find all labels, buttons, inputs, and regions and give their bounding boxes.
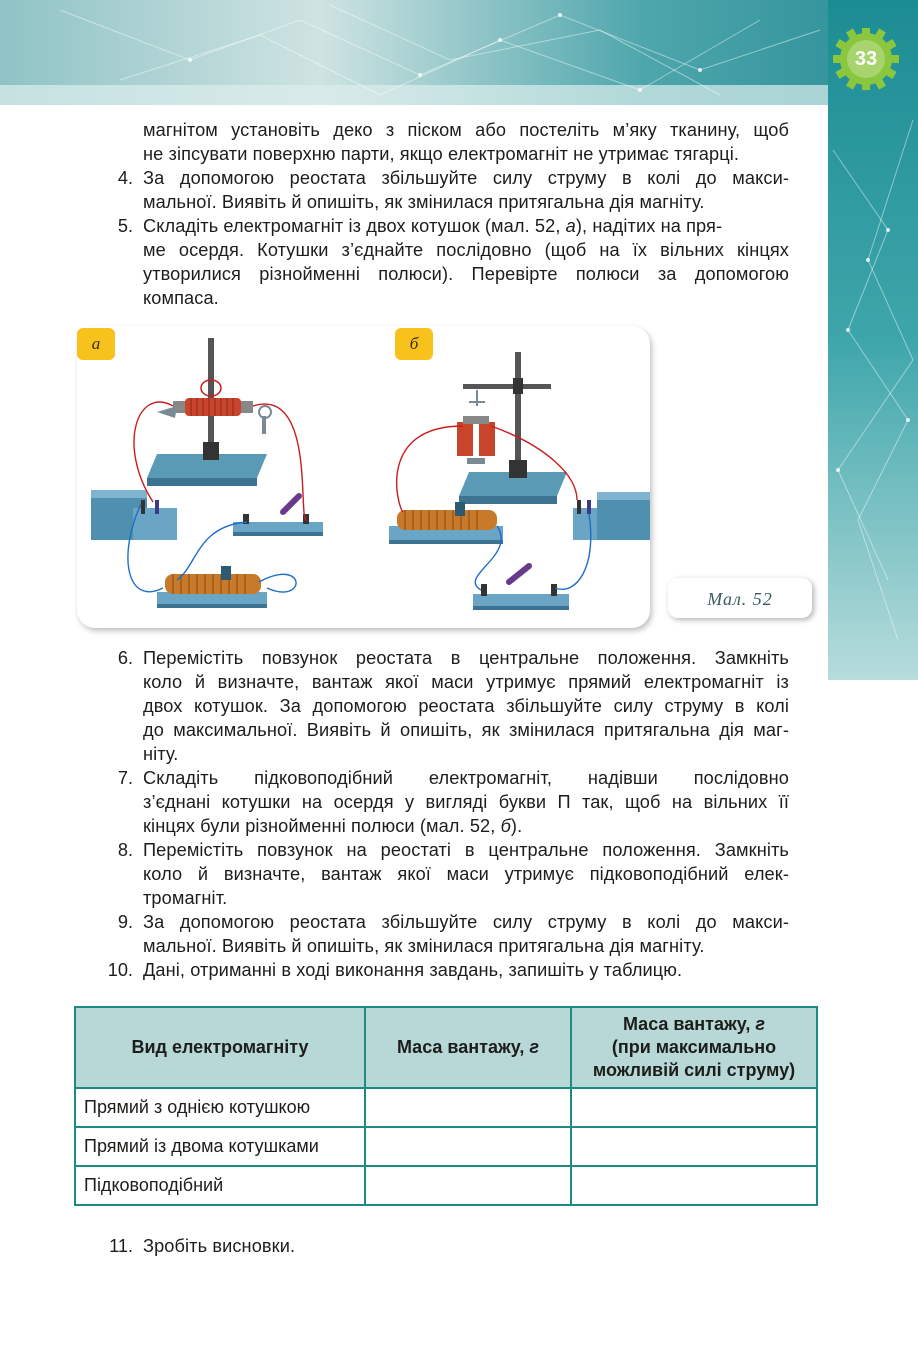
text-line: мальної. Виявіть й опишіть, як змінилася притягальна дія магніту. <box>143 192 705 212</box>
page-number: 33 <box>854 48 878 70</box>
header-banner <box>0 0 918 105</box>
text-line: з’єднані котушки на осердя у вигляді букви П так, щоб на вільних її <box>143 792 789 812</box>
header-unit: г <box>529 1037 540 1057</box>
figure-caption-box <box>668 578 812 618</box>
text-line: коло й визначте, вантаж якої маси утримує прямий електромагніт із <box>143 672 789 692</box>
item-number: 4. <box>117 168 133 188</box>
table-cell-empty[interactable] <box>571 1088 817 1127</box>
text-line: За допомогою реостата збільшуйте силу струму в колі до макси- <box>143 168 789 188</box>
figure-52 <box>77 326 650 628</box>
text-line: коло й визначте, вантаж якої маси утримує підковоподібний елек- <box>143 864 789 884</box>
table-cell: Підковоподібний <box>75 1166 365 1205</box>
text-line: Перемістіть повзунок на реостаті в центральне положення. Замкніть <box>143 840 789 860</box>
horseshoe-electromagnet-setup <box>389 352 650 610</box>
text-line: Перемістіть повзунок реостата в центральне положення. Замкніть <box>143 648 789 668</box>
text-line <box>143 814 522 838</box>
column-header-mass-max <box>571 1007 817 1088</box>
text-line: компаса. <box>143 288 219 308</box>
text-line: ме осердя. Котушки з’єднайте послідовно (щоб на їх вільних кінцях <box>143 240 789 260</box>
item-number: 7. <box>117 768 133 788</box>
table-cell: Прямий з однією котушкою <box>75 1088 365 1127</box>
table-header-row <box>75 1007 817 1088</box>
text-line: Зробіть висновки. <box>143 1236 296 1256</box>
page-number-badge <box>830 28 902 90</box>
figure-label-b: б <box>395 328 433 360</box>
text-line: утворилися різнойменні полюси). Перевірте полюси за допомогою <box>143 264 789 284</box>
item-number: 10. <box>107 960 133 980</box>
text-line: ніту. <box>143 744 179 764</box>
table-row <box>75 1127 817 1166</box>
text-line: двох котушок. За допомогою реостата збільшуйте силу струму в колі <box>143 696 789 716</box>
column-header-mass <box>365 1007 571 1088</box>
table-row <box>75 1088 817 1127</box>
straight-electromagnet-setup <box>91 338 323 608</box>
item-number: 8. <box>117 840 133 860</box>
text-line: не зіпсувати поверхню парти, якщо електромагніт не утримає тягарці. <box>143 144 740 164</box>
text-line: магнітом установіть деко з піском або постеліть м’яку тканину, щоб <box>143 120 789 140</box>
table-cell-empty[interactable] <box>365 1127 571 1166</box>
item-number: 11. <box>109 1236 133 1256</box>
item-number: 5. <box>117 216 133 236</box>
column-header-type: Вид електромагніту <box>75 1007 365 1088</box>
item-number: 6. <box>117 648 133 668</box>
header-text: можливій силі струму) <box>592 1060 796 1080</box>
header-unit: г <box>755 1014 766 1034</box>
header-text: Маса вантажу, <box>396 1037 530 1057</box>
figure-label-a: а <box>77 328 115 360</box>
text-line: За допомогою реостата збільшуйте силу струму в колі до макси- <box>143 912 789 932</box>
text-line: Дані, отриманні в ході виконання завдань, запишіть у таблицю. <box>143 960 683 980</box>
table-cell-empty[interactable] <box>571 1166 817 1205</box>
text-line: тромагніт. <box>143 888 228 908</box>
electromagnet-illustration <box>77 326 650 628</box>
results-table <box>74 1006 818 1206</box>
figure-caption: Мал. 52 <box>707 589 773 609</box>
text-run: ), надітих на пря- <box>575 216 723 236</box>
text-line: мальної. Виявіть й опишіть, як змінилася притягальна дія магніту. <box>143 936 705 956</box>
text-line: Складіть підковоподібний електромагніт, надівши послідовно <box>143 768 789 788</box>
text-line <box>143 214 789 238</box>
table-row <box>75 1166 817 1205</box>
header-text: Маса вантажу, <box>622 1014 756 1034</box>
text-run: ). <box>510 816 523 836</box>
table-cell: Прямий із двома котушками <box>75 1127 365 1166</box>
text-run: а <box>565 216 576 236</box>
header-text: (при максимально <box>611 1037 777 1057</box>
table-cell-empty[interactable] <box>365 1088 571 1127</box>
text-line: до максимальної. Виявіть й опишіть, як змінилася притягальна дія маг- <box>143 720 789 740</box>
text-run: Складіть електромагніт із двох котушок (мал. 52, <box>143 216 566 236</box>
item-number: 9. <box>117 912 133 932</box>
table-cell-empty[interactable] <box>365 1166 571 1205</box>
side-decoration <box>828 0 918 680</box>
text-run: б <box>500 816 511 836</box>
text-run: кінцях були різнойменні полюси (мал. 52, <box>143 816 501 836</box>
table-cell-empty[interactable] <box>571 1127 817 1166</box>
